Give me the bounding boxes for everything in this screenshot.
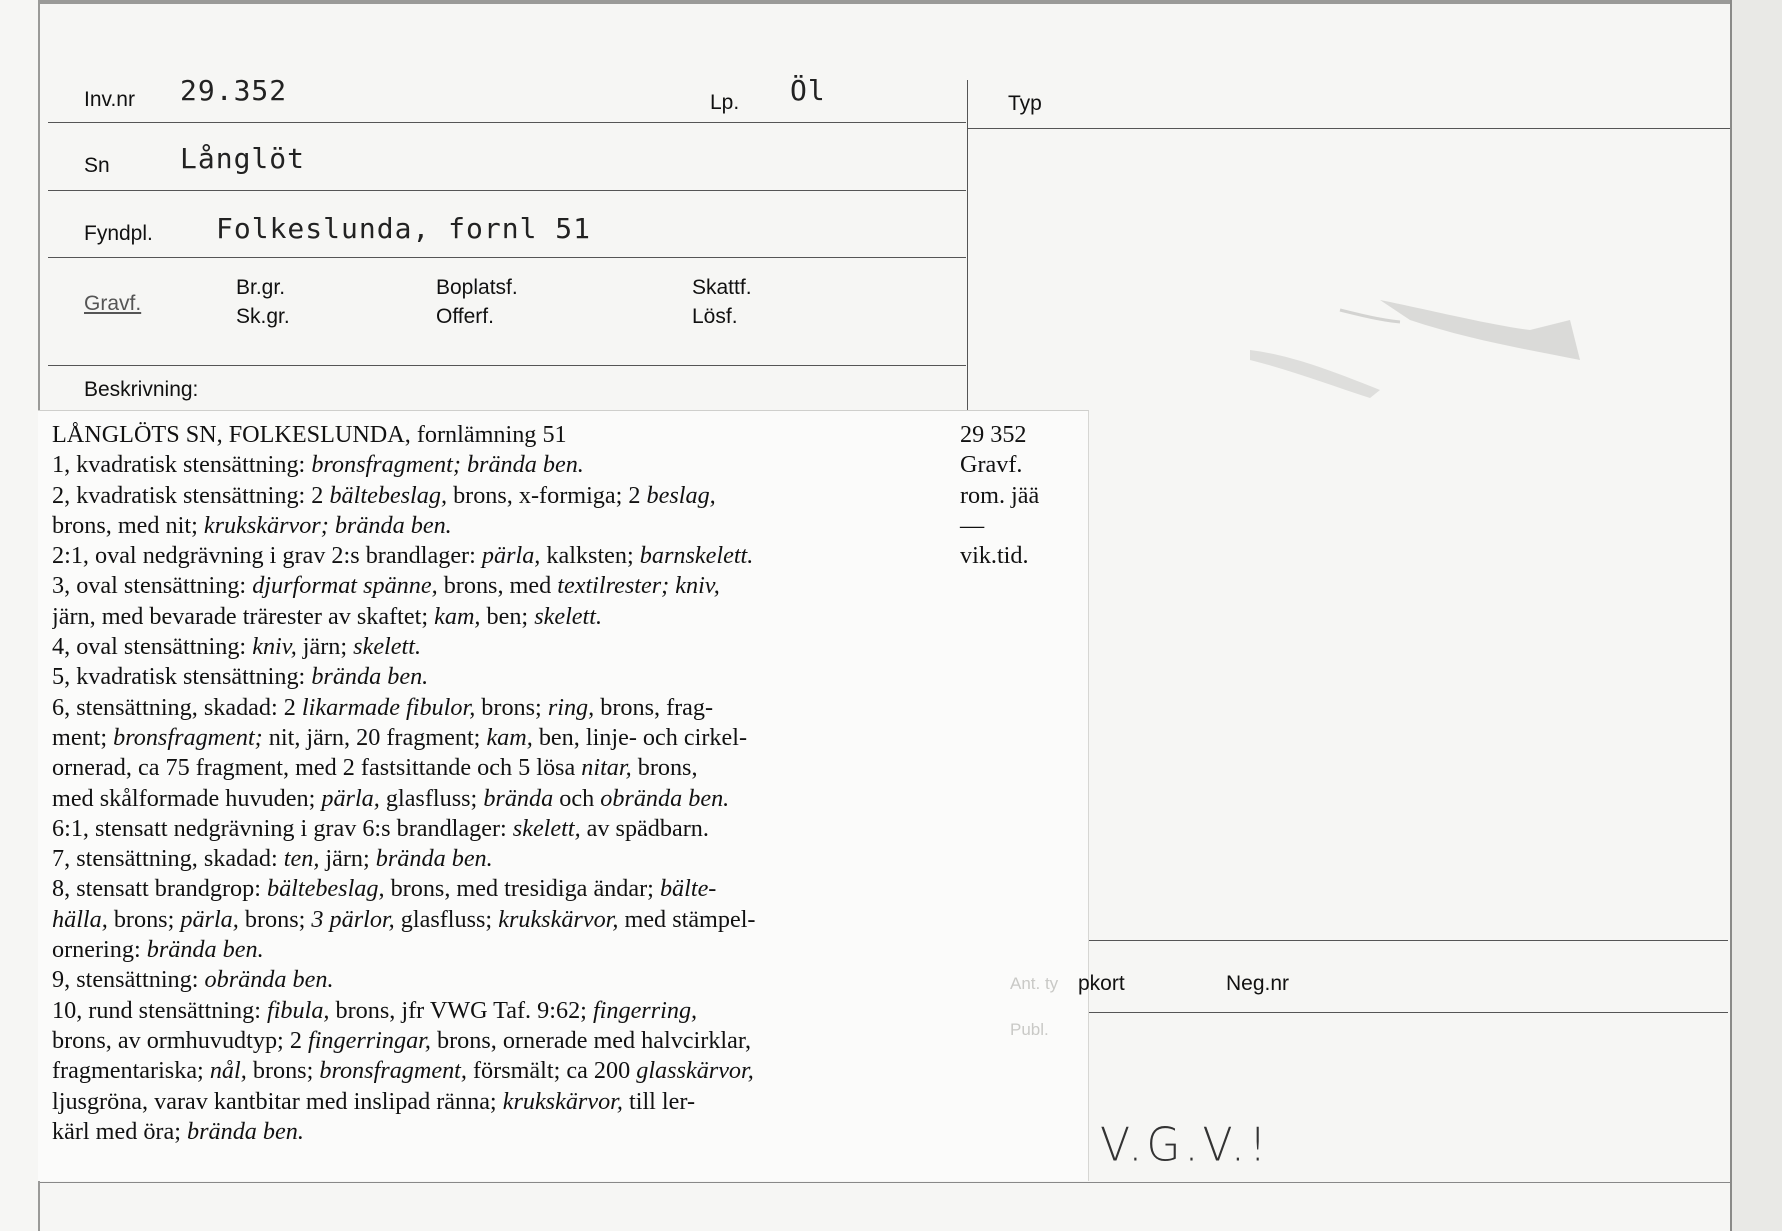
description-segment: 5, kvadratisk stensättning: — [52, 663, 312, 691]
antypkort-label-faint: Ant. ty — [1010, 974, 1059, 993]
find-term: brända ben. — [146, 936, 264, 964]
description-line — [52, 693, 922, 723]
description-segment: järn, med bevarade trärester av skaftet; — [52, 602, 435, 630]
fyndpl-label: Fyndpl. — [84, 222, 153, 245]
find-term: pärla, — [180, 905, 239, 933]
rule-bottom — [40, 1182, 1730, 1183]
find-term: nitar, — [581, 754, 632, 782]
description-segment: ment; — [52, 723, 114, 751]
description-segment: 6, stensättning, skadad: 2 — [52, 693, 302, 721]
description-line — [52, 723, 922, 753]
find-term: skelett. — [534, 602, 603, 630]
description-segment: ornering: — [52, 936, 147, 964]
description-segment: brons, ornerade med halvcirklar, — [430, 1026, 751, 1054]
description-segment: brons, med nit; — [52, 511, 204, 539]
find-term: fingerringar, — [307, 1026, 431, 1054]
description-line — [52, 1056, 922, 1086]
card-smudge — [1230, 280, 1610, 420]
description-segment: 2, kvadratisk stensättning: 2 — [52, 481, 330, 509]
negnr-label: Neg.nr — [1226, 972, 1290, 995]
antypkort-label: pkort — [1078, 972, 1125, 995]
find-term: barnskelett. — [639, 542, 754, 570]
boplatsf-label: Boplatsf. — [436, 276, 518, 299]
description-segment: 3, oval stensättning: — [52, 572, 253, 600]
description-segment: 8, stensatt brandgrop: — [52, 875, 267, 903]
description-segment: ben, linje- och cirkel- — [532, 723, 748, 751]
find-term: krukskärvor, — [498, 905, 619, 933]
find-term: brända ben. — [311, 663, 429, 691]
rule-fyndpl — [48, 257, 966, 258]
description-segment: brons; — [238, 905, 312, 933]
description-line — [52, 996, 922, 1026]
sn-label: Sn — [84, 154, 110, 177]
description-segment: 9, stensättning: — [52, 966, 205, 994]
description-segment: 2:1, oval nedgrävning i grav 2:s brandlager: — [52, 542, 482, 570]
description-segment: brons; — [475, 693, 548, 721]
fyndpl-value: Folkeslunda, fornl 51 — [216, 212, 592, 245]
find-term: brända ben. — [187, 1117, 304, 1145]
side-note: — — [960, 511, 985, 539]
publ-label: Publ. — [1010, 1020, 1049, 1039]
description-segment: fragmentariska; — [52, 1057, 210, 1085]
description-segment: glasfluss; — [394, 905, 499, 933]
brgr-label: Br.gr. — [236, 276, 286, 299]
description-line — [52, 481, 922, 511]
description-line — [52, 784, 922, 814]
find-term: kam, — [434, 602, 481, 630]
side-note: vik.tid. — [960, 542, 1029, 570]
find-term: beslag, — [646, 481, 716, 509]
find-term: kniv, — [252, 633, 297, 661]
find-term: krukskärvor; brända ben. — [203, 511, 452, 539]
find-term: nål, — [209, 1057, 247, 1085]
find-term: skelett. — [353, 633, 421, 661]
skattf-label: Skattf. — [692, 276, 752, 299]
find-term: bronsfragment; — [113, 723, 263, 751]
description-segment: 6:1, stensatt nedgrävning i grav 6:s brandlager: — [52, 814, 513, 842]
description-segment: brons, frag- — [594, 693, 714, 721]
description-line — [52, 541, 922, 571]
description-line — [52, 571, 922, 601]
side-note: rom. jää — [960, 481, 1040, 509]
side-note: 29 352 — [960, 421, 1027, 448]
gravf-label: Gravf. — [84, 292, 142, 315]
description-segment: brons; — [246, 1057, 320, 1085]
description-segment: järn; — [319, 845, 376, 873]
find-term: textilrester; kniv, — [557, 572, 720, 600]
slip-side-notes — [960, 420, 1039, 571]
handwritten-note: V.G.V.! — [1100, 1118, 1271, 1173]
description-line — [52, 935, 922, 965]
description-segment: järn; — [296, 633, 354, 661]
description-segment: brons, av ormhuvudtyp; 2 — [52, 1026, 308, 1054]
find-term: obrända ben. — [600, 784, 730, 812]
description-segment: försmält; ca 200 — [466, 1057, 637, 1085]
description-segment: brons, jfr VWG Taf. 9:62; — [329, 996, 593, 1024]
typ-label: Typ — [1008, 92, 1042, 115]
lp-value: Öl — [790, 74, 826, 107]
description-segment: brons; — [107, 905, 181, 933]
find-term: pärla, — [481, 542, 541, 570]
rule-sn — [48, 190, 966, 191]
rule-gravf — [48, 365, 966, 366]
description-line — [52, 905, 922, 935]
description-segment: glasfluss; — [379, 784, 484, 812]
description-segment: ben; — [480, 602, 535, 630]
description-line — [52, 511, 922, 541]
lp-label: Lp. — [710, 91, 740, 114]
find-term: bältebeslag, — [329, 481, 448, 509]
description-segment: brons, x-formiga; 2 — [447, 481, 647, 509]
description-segment: 1, kvadratisk stensättning: — [52, 451, 312, 479]
description-segment: ornerad, ca 75 fragment, med 2 fastsittande och 5 lösa — [52, 754, 582, 782]
description-line — [52, 1117, 922, 1147]
card-top-edge — [40, 0, 1730, 4]
sn-value: Långlöt — [180, 142, 306, 175]
beskrivning-label: Beskrivning: — [84, 378, 199, 401]
card-right-edge — [1730, 0, 1782, 1231]
find-term: 3 pärlor, — [311, 905, 395, 933]
description-segment: 10, rund stensättning: — [52, 996, 267, 1024]
find-term: likarmade fibulor, — [301, 693, 476, 721]
description-segment: till ler- — [622, 1087, 696, 1115]
description-text — [52, 420, 922, 1147]
skgr-label: Sk.gr. — [236, 305, 290, 328]
rule-antypkort — [1078, 940, 1728, 941]
description-segment: 7, stensättning, skadad: — [52, 845, 284, 873]
side-note: Gravf. — [960, 451, 1023, 479]
description-line — [52, 965, 922, 995]
find-term: fingerring, — [592, 996, 698, 1024]
description-segment: kärl med öra; — [52, 1117, 187, 1145]
rule-typ — [968, 128, 1730, 129]
description-segment: nit, järn, 20 fragment; — [262, 723, 487, 751]
description-segment: kalksten; — [540, 542, 640, 570]
losf-label: Lösf. — [692, 305, 738, 328]
description-segment: brons, med — [437, 572, 558, 600]
description-line — [52, 1026, 922, 1056]
inv-label: Inv.nr — [84, 88, 135, 111]
find-term: djurformat spänne, — [252, 572, 438, 600]
find-term: brända — [483, 784, 554, 812]
description-segment: och — [553, 784, 601, 812]
description-line — [52, 632, 922, 662]
description-segment: brons, med tresidiga ändar; — [384, 875, 660, 903]
offerf-label: Offerf. — [436, 305, 494, 328]
find-term: bronsfragment, — [319, 1057, 467, 1085]
find-term: skelett, — [512, 814, 581, 842]
description-line — [52, 753, 922, 783]
description-line — [52, 844, 922, 874]
find-term: bältebeslag, — [266, 875, 385, 903]
description-segment: brons, — [631, 754, 698, 782]
description-segment: med skålformade huvuden; — [52, 784, 322, 812]
description-line — [52, 662, 922, 692]
description-segment: 4, oval stensättning: — [52, 633, 253, 661]
rule-inv — [48, 122, 966, 123]
find-term: bronsfragment; brända ben. — [311, 451, 584, 479]
description-line — [52, 420, 922, 450]
find-term: fibula, — [266, 996, 330, 1024]
find-term: brända ben. — [375, 845, 493, 873]
find-term: krukskärvor, — [502, 1087, 623, 1115]
description-segment: med stämpel- — [618, 905, 756, 933]
rule-publ — [1078, 1012, 1728, 1013]
description-segment: ljusgröna, varav kantbitar med inslipad ränna; — [52, 1087, 503, 1115]
description-line — [52, 602, 922, 632]
find-term: obrända ben. — [204, 966, 334, 994]
find-term: bälte- — [659, 875, 717, 903]
find-term: kam, — [486, 723, 533, 751]
description-line — [52, 450, 922, 480]
description-line — [52, 814, 922, 844]
description-line — [52, 874, 922, 904]
description-segment: av spädbarn. — [580, 814, 709, 842]
description-line — [52, 1087, 922, 1117]
find-term: ring, — [547, 693, 595, 721]
find-term: hälla, — [52, 905, 108, 933]
find-term: pärla, — [321, 784, 380, 812]
description-segment: LÅNGLÖTS SN, FOLKESLUNDA, fornlämning 51 — [52, 421, 567, 448]
inv-value: 29.352 — [180, 74, 288, 107]
find-term: glasskärvor, — [636, 1057, 754, 1085]
find-term: ten, — [283, 845, 320, 873]
